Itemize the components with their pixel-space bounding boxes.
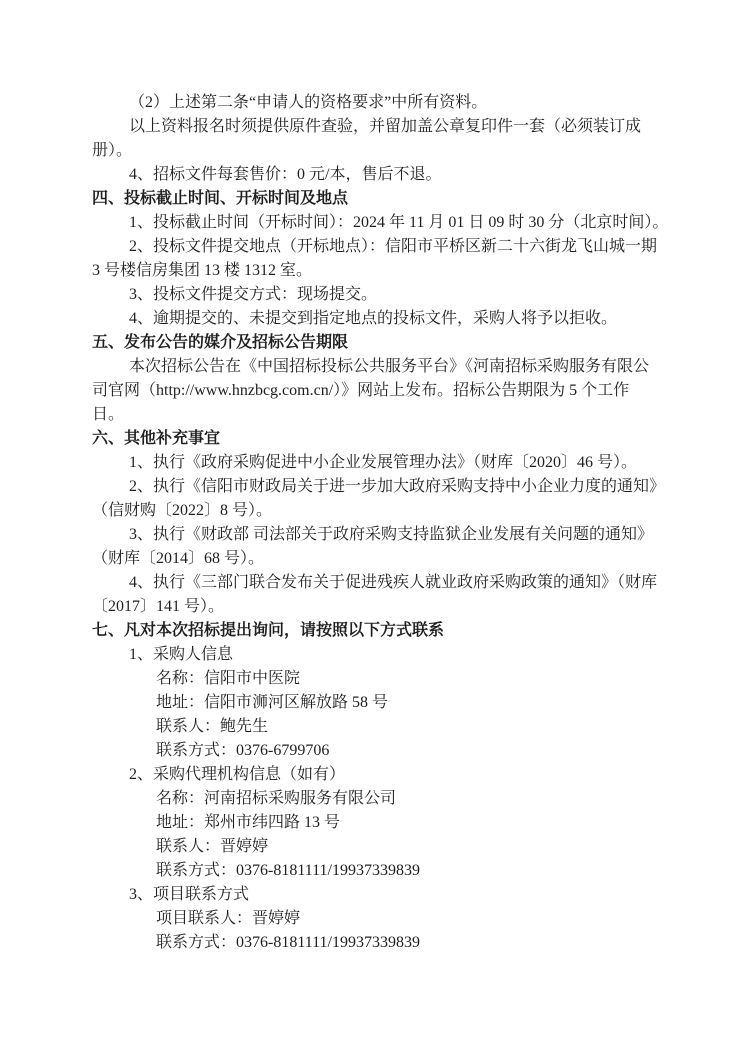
line-policy-2b: （信财购〔2022〕8 号）。 <box>92 502 273 519</box>
line-agency-contact: 联系人：晋婷婷 <box>156 838 269 855</box>
line-policy-1: 1、执行《政府采购促进中小企业发展管理办法》（财库〔2020〕46 号）。 <box>129 454 638 471</box>
line-materials-note-2: 册）。 <box>92 142 133 159</box>
line-submit-location-1: 2、投标文件提交地点（开标地点）：信阳市平桥区新二十六街龙飞山城一期 <box>129 238 658 255</box>
line-agency-name: 名称：河南招标采购服务有限公司 <box>156 790 397 807</box>
line-announce-media-2: 司官网（http://www.hnzbcg.com.cn/）》网站上发布。招标公告期限为 5 个工作 <box>92 382 630 399</box>
section-heading-bid-deadline: 四、投标截止时间、开标时间及地点 <box>92 190 349 207</box>
line-purchaser-title: 1、采购人信息 <box>129 646 234 663</box>
line-agency-address: 地址：郑州市纬四路 13 号 <box>156 814 341 831</box>
document-body <box>92 91 669 955</box>
line-agency-phone: 联系方式：0376-8181111/19937339839 <box>156 862 420 879</box>
line-policy-2a: 2、执行《信阳市财政局关于进一步加大政府采购支持中小企业力度的通知》 <box>129 478 666 495</box>
line-submit-method: 3、投标文件提交方式：现场提交。 <box>129 286 378 303</box>
line-purchaser-contact: 联系人：鲍先生 <box>156 718 269 735</box>
line-doc-price: 4、招标文件每套售价：0 元/本，售后不退。 <box>129 166 442 183</box>
line-materials-item2: （2）上述第二条“申请人的资格要求”中所有资料。 <box>129 94 488 111</box>
line-purchaser-phone: 联系方式：0376-6799706 <box>156 742 330 759</box>
section-heading-announce-media: 五、发布公告的媒介及招标公告期限 <box>92 334 349 351</box>
line-submit-location-2: 3 号楼信房集团 13 楼 1312 室。 <box>92 262 313 279</box>
line-policy-4b: 〔2017〕141 号）。 <box>92 598 225 615</box>
line-announce-media-1: 本次招标公告在《中国招标投标公共服务平台》《河南招标采购服务有限公 <box>129 358 650 375</box>
section-heading-supplementary: 六、其他补充事宜 <box>92 430 221 447</box>
line-materials-note-1: 以上资料报名时须提供原件查验，并留加盖公章复印件一套（必须装订成 <box>129 118 642 135</box>
line-policy-4a: 4、执行《三部门联合发布关于促进残疾人就业政府采购政策的通知》（财库 <box>129 574 658 591</box>
line-purchaser-name: 名称：信阳市中医院 <box>156 670 301 687</box>
line-policy-3b: （财库〔2014〕68 号）。 <box>92 550 265 567</box>
line-policy-3a: 3、执行《财政部 司法部关于政府采购支持监狱企业发展有关问题的通知》 <box>129 526 654 543</box>
section-heading-contacts: 七、凡对本次招标提出询问，请按照以下方式联系 <box>92 622 445 639</box>
line-project-contact-title: 3、项目联系方式 <box>129 886 250 903</box>
line-late-rejection: 4、逾期提交的、未提交到指定地点的投标文件，采购人将予以拒收。 <box>129 310 618 327</box>
line-project-contact-name: 项目联系人：晋婷婷 <box>156 910 301 927</box>
line-announce-media-3: 日。 <box>92 406 125 423</box>
line-agency-title: 2、采购代理机构信息（如有） <box>129 766 346 783</box>
line-purchaser-address: 地址：信阳市浉河区解放路 58 号 <box>156 694 389 711</box>
line-bid-deadline: 1、投标截止时间（开标时间）：2024 年 11 月 01 日 09 时 30 分（北京时间）。 <box>129 214 669 231</box>
line-project-contact-phone: 联系方式：0376-8181111/19937339839 <box>156 934 420 951</box>
